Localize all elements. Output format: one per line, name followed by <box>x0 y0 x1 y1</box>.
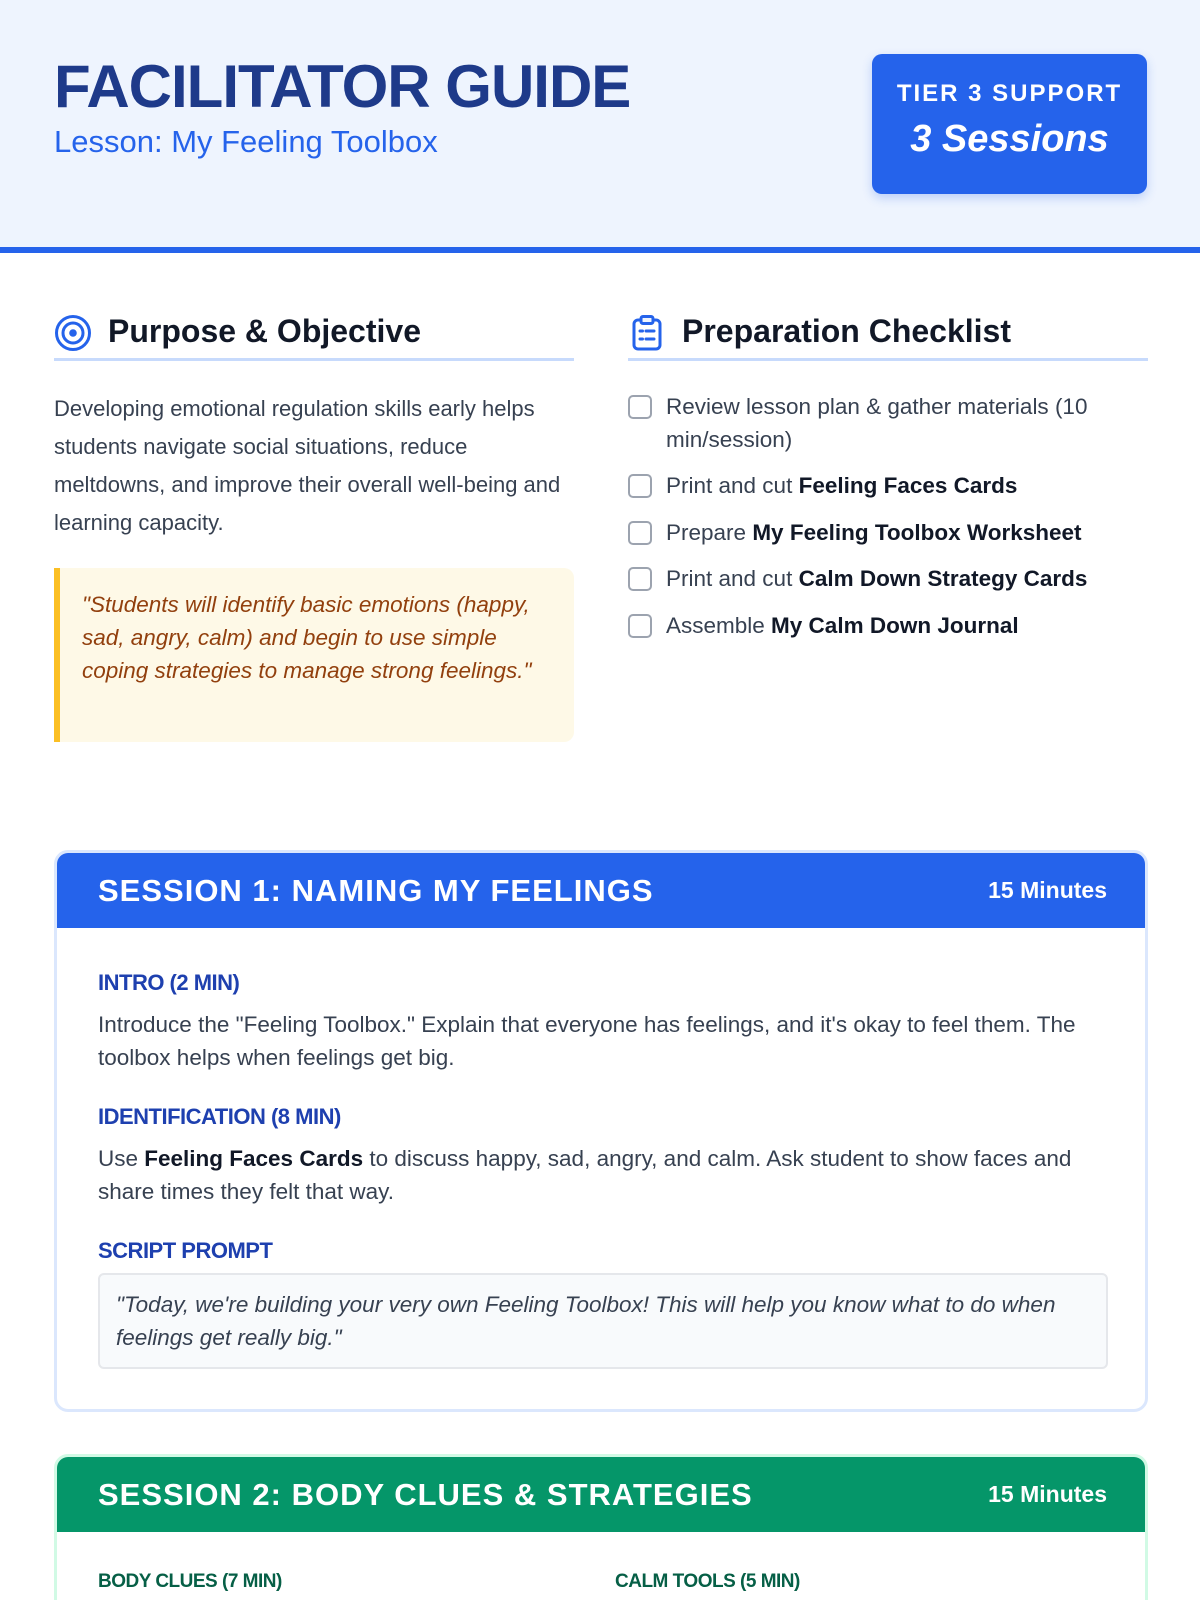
page-header <box>0 0 1200 253</box>
tier-label: TIER 3 SUPPORT <box>896 80 1123 107</box>
identification-text: Use Feeling Faces Cards to discuss happy, sad, angry, and calm. Ask student to show faces and share times they felt that way. <box>98 1146 1072 1204</box>
preparation-heading: Preparation Checklist <box>682 313 1011 349</box>
session-2-duration: 15 Minutes <box>988 1481 1107 1507</box>
checklist-item-text: Print and cut Calm Down Strategy Cards <box>666 566 1088 591</box>
checklist-item-text: Review lesson plan & gather materials (10 min/session) <box>666 394 1088 452</box>
preparation-section-header <box>628 305 1148 361</box>
checkbox[interactable] <box>628 567 652 591</box>
checklist-item-text: Assemble My Calm Down Journal <box>666 613 1019 638</box>
body-clues-label: BODY CLUES (7 MIN) <box>98 1571 282 1592</box>
session-2-card <box>54 1454 1148 1600</box>
clipboard-icon <box>628 314 666 352</box>
page-title: FACILITATOR GUIDE <box>54 53 631 120</box>
intro-text: Introduce the "Feeling Toolbox." Explain that everyone has feelings, and it's okay to feel them. The toolbox helps when feelings get big. <box>98 1012 1076 1070</box>
script-prompt-label: SCRIPT PROMPT <box>98 1238 273 1263</box>
identification-label: IDENTIFICATION (8 MIN) <box>98 1104 341 1129</box>
intro-label: INTRO (2 MIN) <box>98 970 240 995</box>
purpose-description: Developing emotional regulation skills early helps students navigate social situations, reduce meltdowns, and improve their overall well-being and learning capacity. <box>54 396 561 535</box>
tier-badge <box>872 54 1147 194</box>
session-1-card <box>54 850 1148 1412</box>
target-icon <box>54 314 92 352</box>
checklist-item-text: Print and cut Feeling Faces Cards <box>666 473 1018 498</box>
session-1-header <box>57 853 1145 928</box>
calm-tools-label: CALM TOOLS (5 MIN) <box>615 1571 800 1592</box>
objective-quote <box>54 568 574 742</box>
purpose-heading: Purpose & Objective <box>108 313 421 349</box>
session-1-title: SESSION 1: NAMING MY FEELINGS <box>98 873 654 908</box>
checkbox[interactable] <box>628 395 652 419</box>
purpose-section-header <box>54 305 574 361</box>
objective-quote-text: "Students will identify basic emotions (happy, sad, angry, calm) and begin to use simple coping strategies to manage strong feelings." <box>82 592 532 683</box>
script-prompt-box: "Today, we're building your very own Feeling Toolbox! This will help you know what to do when feelings get really big." <box>98 1273 1108 1369</box>
checkbox[interactable] <box>628 614 652 638</box>
checkbox[interactable] <box>628 474 652 498</box>
session-2-header <box>57 1457 1145 1532</box>
tier-sessions: 3 Sessions <box>910 118 1109 160</box>
checklist-item-text: Prepare My Feeling Toolbox Worksheet <box>666 520 1082 545</box>
lesson-subtitle: Lesson: My Feeling Toolbox <box>54 124 438 159</box>
checkbox[interactable] <box>628 521 652 545</box>
session-2-title: SESSION 2: BODY CLUES & STRATEGIES <box>98 1477 753 1512</box>
session-1-duration: 15 Minutes <box>988 877 1107 903</box>
